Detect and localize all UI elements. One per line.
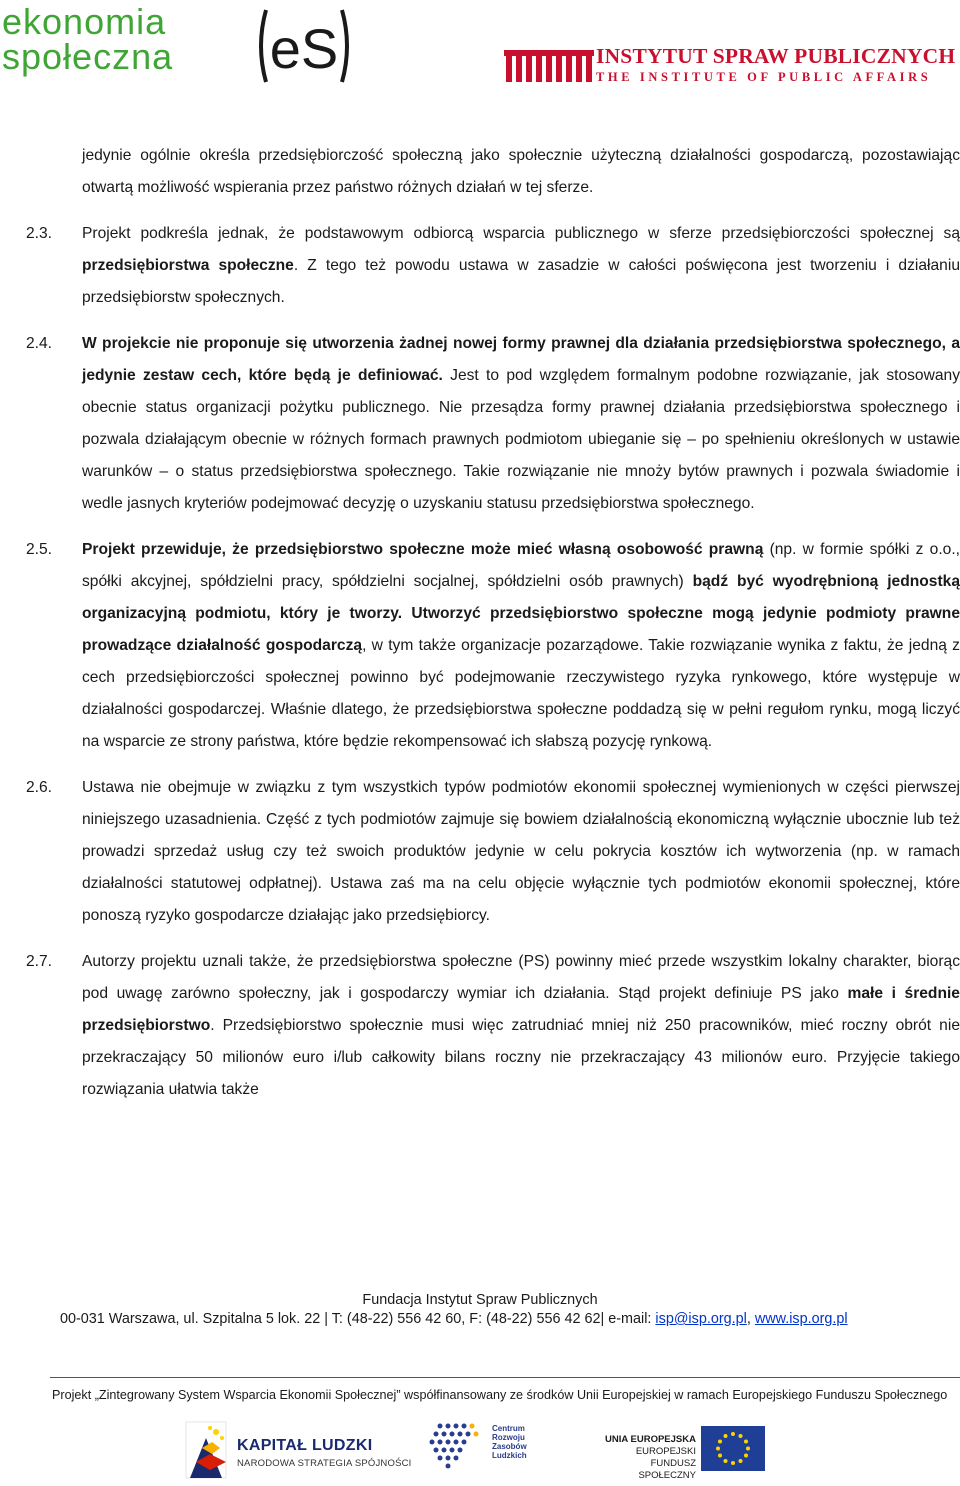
footer-contact [60, 1309, 960, 1329]
paragraph-2-4 [26, 328, 960, 520]
paragraph-text: Projekt podkreśla jednak, że podstawowym odbiorcą wsparcia publicznego w sferze przedsiębiorczości społecznej są [82, 225, 960, 242]
paragraph-text: Ustawa nie obejmuje w związku z tym wszystkich typów podmiotów ekonomii społecznej wymienionych w części pierwszej niniejszego uzasadnienia. Część z tych podmiotów zajmuje się bowiem działalnością ekonomiczną wyłącznie ubocznie lub też prowadzi sprzedaż usług czy też swoich produktów jedynie w celu pokrycia kosztów ich wytworzenia (np. w ramach działalności statutowej odpłatnej). Ustawa zaś ma na celu objęcie wyłącznie tych podmiotów ekonomii społecznej, które ponoszą ryzyko gospodarcze działając jako przedsiębiorcy. [82, 779, 960, 924]
paragraph-bold-text: Projekt przewiduje, że przedsiębiorstwo społeczne może mieć własną osobowość prawną [82, 541, 764, 558]
footer-organization: Fundacja Instytut Spraw Publicznych [362, 1292, 598, 1308]
paragraph-bold-text: W projekcie nie proponuje się utworzenia żadnej nowej formy prawnej dla działania przedsiębiorstwa społecznego, a jedynie zestaw cech, które będą je definiować. [82, 335, 960, 384]
es-logo-line1: ekonomia [2, 1, 167, 42]
es-mark-text: eS [269, 17, 339, 80]
kapital-ludzki-subtitle: NARODOWA STRATEGIA SPÓJNOŚCI [237, 1458, 412, 1469]
paragraph-text: Autorzy projektu uznali także, że przedsiębiorstwa społeczne (PS) powinny mieć przede wszystkim lokalny charakter, biorąc pod uwagę zarówno społeczny, jak i gospodarczy wymiar ich działania. Stąd projekt definiuje PS jako [82, 953, 960, 1002]
crzl-line: Rozwoju [492, 1433, 525, 1442]
isp-subtitle: THE INSTITUTE OF PUBLIC AFFAIRS [596, 70, 932, 84]
paragraph-text: Jest to pod względem formalnym podobne rozwiązanie, jak stosowany obecnie status organizacji pożytku publicznego. Nie przesądza formy prawnej działania przedsiębiorstwa społecznego i pozwala działającym obecnie w różnych formach prawnych podmiotom ubieganie się – po spełnieniu określonych w ustawie warunków – o status przedsiębiorstwa społecznego. Takie rozwiązanie nie mnoży bytów prawnych i pozwala świadomie i wedle jasnych kryteriów podejmować decyzję o uzyskaniu statusu przedsiębiorstwa społecznego. [82, 367, 960, 512]
intro-paragraph [26, 140, 960, 204]
paragraph-text: , w tym także organizacje pozarządowe. Takie rozwiązanie wynika z faktu, że jedną z cech przedsiębiorczości społecznej powinno być podejmowanie rzeczywistego ryzyka rynkowego, które występuje w działalności gospodarczej. Właśnie dlatego, że przedsiębiorstwa społeczne poddadzą się w pełni regułom rynku, mogą liczyć na wsparcie ze strony państwa, które będzie rekompensować ich słabszą pozycję rynkową. [82, 637, 960, 750]
paragraph-2-6 [26, 772, 960, 932]
eu-line1: UNIA EUROPEJSKA [605, 1434, 696, 1445]
paragraph-number: 2.7. [26, 953, 53, 970]
paragraph-number: 2.6. [26, 779, 53, 796]
eu-line2: EUROPEJSKI [635, 1446, 696, 1457]
footer-separator: , [746, 1311, 755, 1327]
paragraph-number: 2.3. [26, 225, 53, 242]
footer-address: 00-031 Warszawa, ul. Szpitalna 5 lok. 22 | T: (48-22) 556 42 60, F: (48-22) 556 42 62| e-mail: [60, 1311, 656, 1327]
crzl-line: Centrum [492, 1424, 525, 1433]
intro-text: jedynie ogólnie określa przedsiębiorczość społeczną jako społecznie użyteczną działalności gospodarczą, pozostawiając otwartą możliwość wspierania przez państwo różnych działań w tej sferze. [82, 147, 960, 196]
email-link[interactable]: isp@isp.org.pl [655, 1311, 747, 1327]
eu-text [600, 1434, 696, 1482]
paragraph-bold-text: bądź być wyodrębnioną jednostką organizacyjną podmiotu, który je tworzy. Utworzyć przedsiębiorstwo społeczne mogą jedynie podmioty prawne prowadzące działalność gospodarczą [82, 573, 960, 654]
paragraph-bold-text: małe i średnie przedsiębiorstwo [82, 985, 960, 1034]
crzl-line: Ludzkich [492, 1451, 527, 1460]
paragraph-text: (np. w formie spółki z o.o., spółki akcyjnej, spółdzielni pracy, spółdzielni socjalnej, spółdzielni osób prawnych) [82, 541, 960, 590]
paragraph-2-7 [26, 946, 960, 1106]
footer-divider [50, 1377, 960, 1378]
paragraph-text: . Z tego też powodu ustawa w zasadzie w całości poświęcona jest tworzeniu i działaniu przedsiębiorstw społecznych. [82, 257, 960, 306]
paragraph-number: 2.5. [26, 541, 53, 558]
eu-flag-icon [701, 1426, 765, 1471]
website-link[interactable]: www.isp.org.pl [754, 1311, 848, 1327]
document-body [26, 140, 960, 1106]
isp-title: INSTYTUT SPRAW PUBLICZNYCH [596, 44, 956, 68]
isp-columns-icon [504, 40, 594, 82]
paragraph-text: . Przedsiębiorstwo społecznie musi więc zatrudniać mniej niż 250 pracowników, mieć roczny obrót nie przekraczający 50 milionów euro i/lub całkowity bilans roczny nie przekraczający 43 milionów euro. Przyjęcie takiego rozwiązania ułatwia także [82, 1017, 960, 1098]
paragraph-bold-text: przedsiębiorstwa społeczne [82, 257, 294, 274]
kapital-ludzki-title: KAPITAŁ LUDZKI [237, 1437, 373, 1454]
eu-line3: FUNDUSZ SPOŁECZNY [638, 1458, 696, 1481]
project-funding-note: Projekt „Zintegrowany System Wsparcia Ekonomii Społecznej” współfinansowany ze środków Unii Europejskiej w ramach Europejskiego Funduszu Społecznego [52, 1388, 948, 1402]
crzl-line: Zasobów [492, 1442, 527, 1451]
paragraph-number: 2.4. [26, 335, 53, 352]
paragraph-2-5 [26, 534, 960, 758]
ekonomia-spoleczna-logo [2, 1, 174, 77]
paragraph-2-3 [26, 218, 960, 314]
crzl-text [492, 1424, 527, 1460]
es-logo-line2: społeczna [2, 36, 174, 77]
es-logo-mark-icon [256, 4, 352, 88]
page-header [0, 0, 960, 100]
